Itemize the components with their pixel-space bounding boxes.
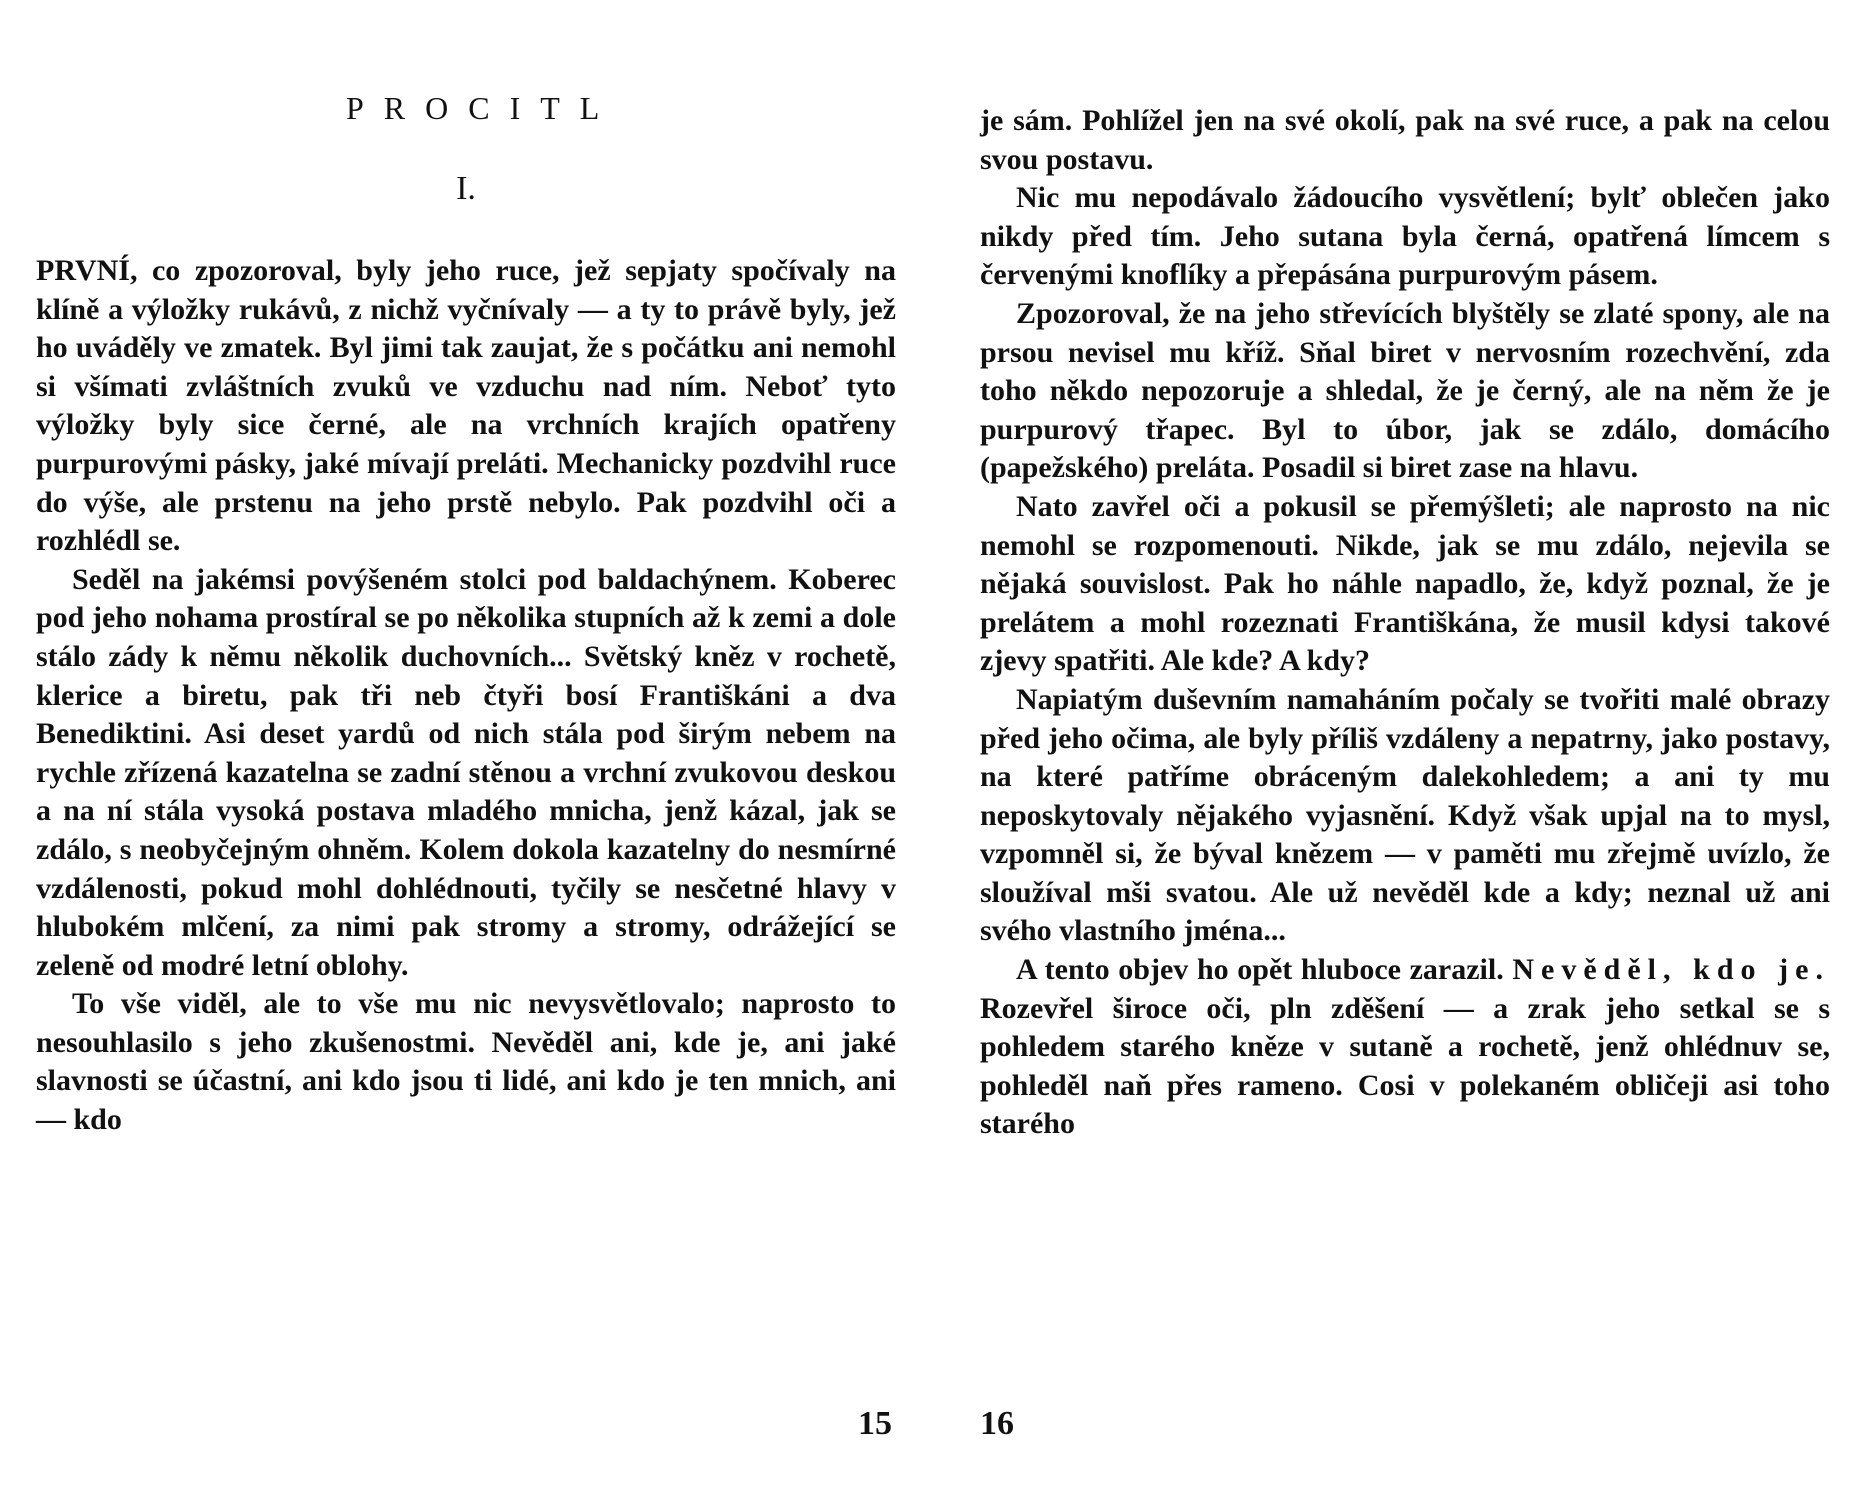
left-text-block (36, 252, 896, 1140)
chapter-number: I. (456, 170, 476, 207)
paragraph: Seděl na jakémsi povýšeném stolci pod baldachýnem. Koberec pod jeho nohama prostíral se po několika stupních až k zemi a dole stálo zády k němu několik duchovních... Světský kněz v rochetě, klerice a biretu, pak tři neb čtyři bosí Františkáni a dva Benediktini. Asi deset yardů od nich stála pod širým nebem na rychle zřízená kazatelna se zadní stěnou a vrchní zvukovou deskou a na ní stála vysoká postava mladého mnicha, jenž kázal, jak se zdálo, s neobyčejným ohněm. Kolem dokola kazatelny do nesmírné vzdálenosti, pokud mohl dohlédnouti, tyčily se nesčetné hlavy v hlubokém mlčení, za nimi pak stromy a stromy, odrážející se zeleně od modré letní oblohy. (36, 562, 896, 982)
paragraph: Nic mu nepodávalo žádoucího vysvětlení; bylť oblečen jako nikdy před tím. Jeho sutana byla černá, opatřená límcem s červenými knoflíky a přepásána purpurovým pásem. (980, 181, 1830, 292)
paragraph: To vše viděl, ale to vše mu nic nevysvětlovalo; naprosto to nesouhlasilo s jeho zkušenostmi. Nevěděl ani, kde je, ani jaké slavnosti se účastní, ani kdo jsou ti lidé, ani kdo je ten mnich, ani — kdo (36, 987, 896, 1137)
running-head: PROCITL (346, 90, 620, 126)
page-number: 15 (858, 1405, 892, 1442)
right-text-block (980, 102, 1830, 1144)
paragraph (980, 951, 1830, 1144)
paragraph: Nato zavřel oči a pokusil se přemýšleti; ale naprosto na nic nemohl se rozpomenouti. Nikde, jak se mu zdálo, nejevila se nějaká souvislost. Pak ho náhle napadlo, že, když poznal, že je prelátem a mohl rozeznati Františkána, že musil kdysi takové zjevy spatřiti. Ale kde? A kdy? (980, 489, 1830, 678)
spaced-emphasis: Nevěděl, kdo je. (1512, 953, 1830, 987)
paragraph: je sám. Pohlížel jen na své okolí, pak na své ruce, a pak na celou svou postavu. (980, 104, 1830, 176)
right-page (980, 0, 1830, 1500)
paragraph: Zpozoroval, že na jeho střevících blyštěly se zlaté spony, ale na prsou nevisel mu kříž. Sňal biret v nervosním rozechvění, zda toho někdo nepozoruje a shledal, že je černý, ale na něm že je purpurový třapec. Byl to úbor, jak se zdálo, domácího (papežského) preláta. Posadil si biret zase na hlavu. (980, 296, 1830, 485)
paragraph-continuation: Rozevřel široce oči, pln zděšení — a zrak jeho setkal se s pohledem starého kněze v sutaně a rochetě, jenž ohlédnuv se, pohleděl naň přes rameno. Cosi v polekaném obličeji asi toho starého (980, 991, 1830, 1141)
paragraph: PRVNÍ, co zpozoroval, byly jeho ruce, jež sepjaty spočívaly na klíně a výložky rukávů, z nichž vyčnívaly — a ty to právě byly, jež ho uváděly ve zmatek. Byl jimi tak zaujat, že s počátku ani nemohl si všímati zvláštních zvuků ve vzduchu nad ním. Neboť tyto výložky byly sice černé, ale na vrchních krajích opatřeny purpurovými pásky, jaké mívají preláti. Mechanicky pozdvihl ruce do výše, ale prstenu na jeho prstě nebylo. Pak pozdvihl oči a rozhlédl se. (36, 254, 896, 558)
left-page (36, 0, 896, 1500)
page-number: 16 (980, 1405, 1014, 1442)
paragraph-lead: A tento objev ho opět hluboce zarazil. (1016, 953, 1504, 987)
paragraph: Napiatým duševním namaháním počaly se tvořiti malé obrazy před jeho očima, ale byly příliš vzdáleny a nepatrny, jako postavy, na které patříme obráceným dalekohledem; a ani ty mu neposkytovaly nějakého vyjasnění. Když však upjal na to mysl, vzpomněl si, že býval knězem — v paměti mu zřejmě uvízlo, že sloužíval mši svatou. Ale už nevěděl kde a kdy; neznal už ani svého vlastního jména... (980, 682, 1830, 948)
